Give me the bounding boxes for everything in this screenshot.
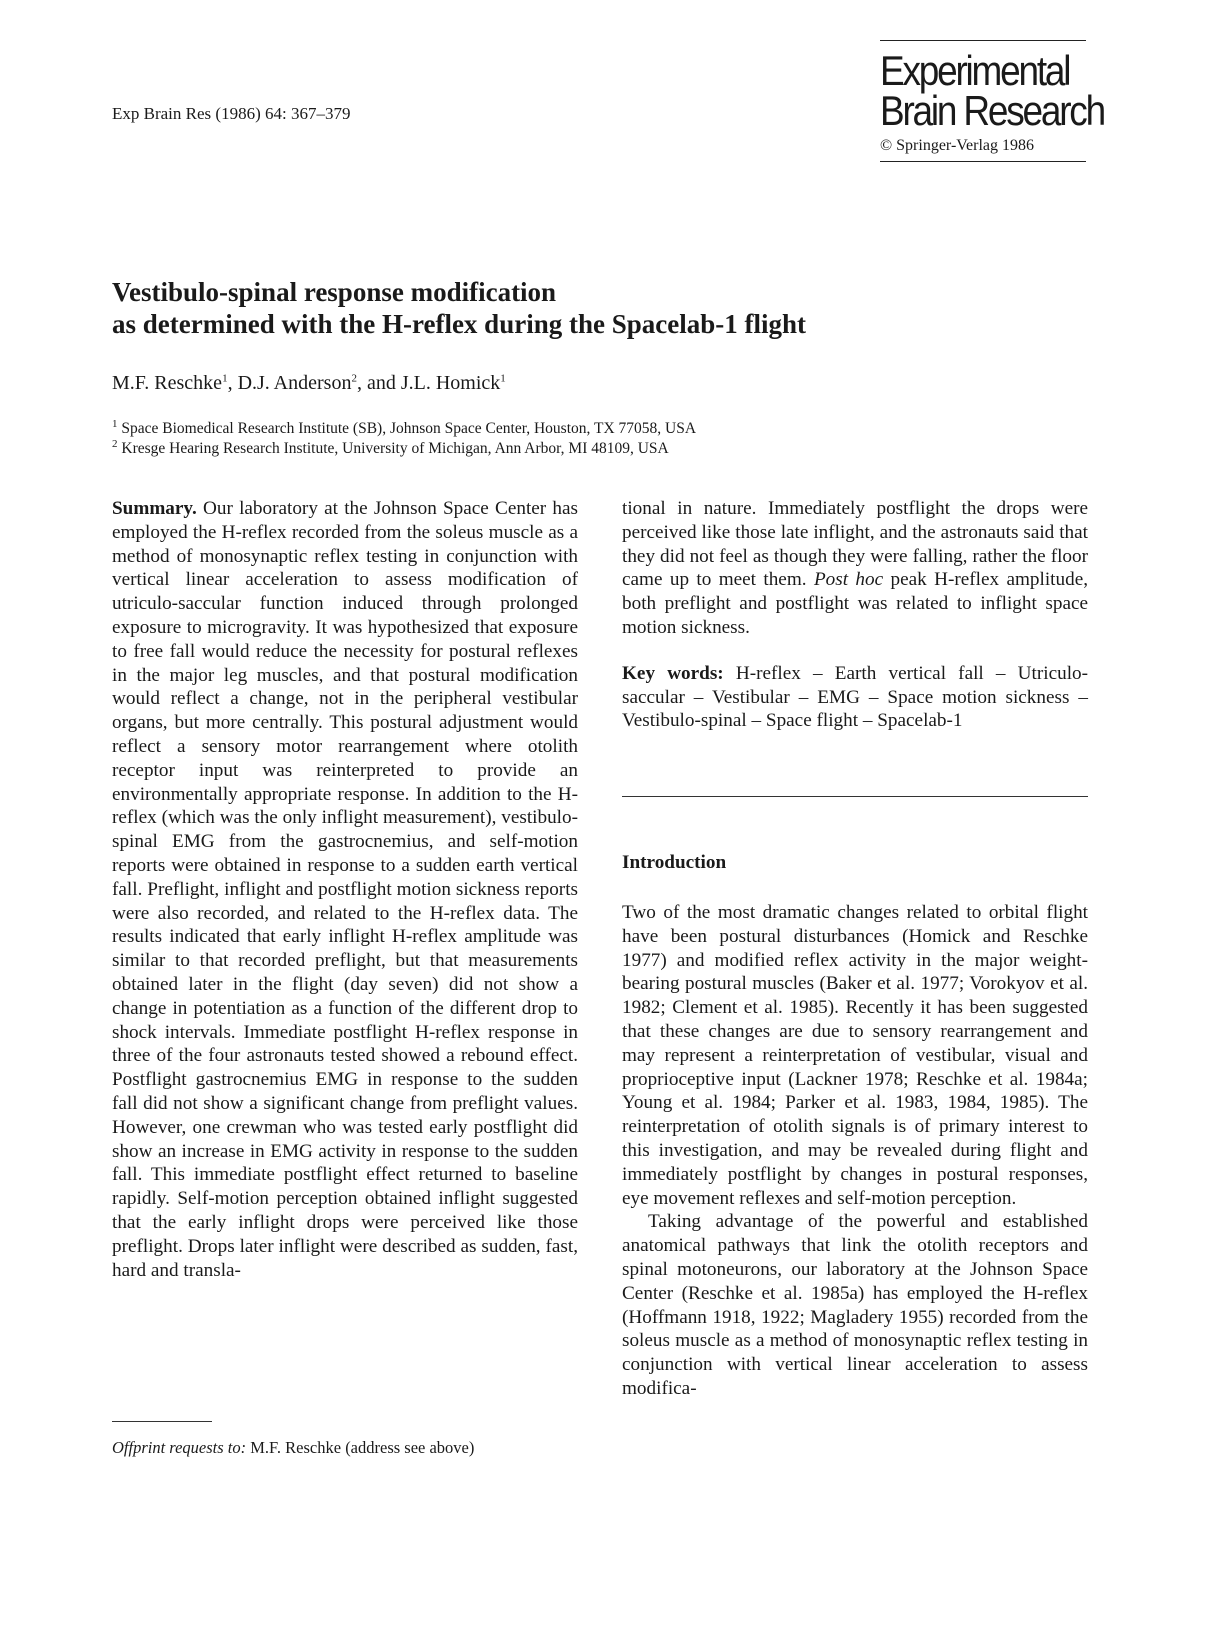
author-name: M.F. Reschke bbox=[112, 372, 223, 394]
author-affiliation-mark: 2 bbox=[351, 372, 357, 385]
summary-continuation bbox=[622, 497, 1088, 640]
article-title bbox=[112, 276, 1112, 340]
author-affiliation-mark: 1 bbox=[500, 372, 506, 385]
summary-continuation-text: tional in nature. Immediately postflight the drops were perceived like those late inflight, and the astronauts said that they did not feel as though they were falling, rather the floor came up to meet them. bbox=[622, 498, 1088, 591]
summary-left-column bbox=[112, 497, 578, 1282]
section-divider bbox=[622, 796, 1088, 797]
masthead-top-rule bbox=[880, 40, 1086, 41]
author-name: D.J. Anderson bbox=[237, 372, 352, 394]
summary-right-column bbox=[622, 497, 1088, 733]
affiliation-number: 2 bbox=[112, 438, 118, 450]
affiliation-number: 1 bbox=[112, 418, 118, 430]
author-name: J.L. Homick bbox=[400, 372, 501, 394]
footnote-text: M.F. Reschke (address see above) bbox=[250, 1438, 475, 1457]
author-separator: , and bbox=[356, 372, 401, 394]
affiliation-text: Space Biomedical Research Institute (SB), Johnson Space Center, Houston, TX 77058, USA bbox=[121, 420, 697, 438]
journal-logo bbox=[880, 47, 1104, 134]
footnote-rule bbox=[112, 1421, 212, 1422]
author-list bbox=[112, 372, 506, 395]
introduction-paragraph-2: Taking advantage of the powerful and established anatomical pathways that link the otolith receptors and spinal motoneurons, our laboratory at the Johnson Space Center (Reschke et al. 1985a) has employed the H-reflex (Hoffmann 1918, 1922; Magladery 1955) recorded from the soleus muscle as a method of monosynaptic reflex testing in conjunction with vertical linear acceleration to assess modifica- bbox=[622, 1211, 1088, 1399]
journal-masthead bbox=[880, 40, 1104, 162]
title-line-2: as determined with the H-reflex during the Spacelab-1 flight bbox=[112, 309, 806, 339]
author-affiliation-mark: 1 bbox=[222, 372, 228, 385]
title-line-1: Vestibulo-spinal response modification bbox=[112, 277, 557, 307]
journal-citation: Exp Brain Res (1986) 64: 367–379 bbox=[112, 104, 351, 123]
keywords bbox=[622, 662, 1088, 733]
keywords-text: H-reflex – Earth vertical fall – Utriculo-saccular – Vestibular – EMG – Space motion sickness – Vestibulo-spinal – Space flight – Spacelab-1 bbox=[622, 662, 1089, 732]
affiliation bbox=[112, 434, 669, 459]
offprint-footnote bbox=[112, 1438, 474, 1458]
summary-text: Our laboratory at the Johnson Space Center has employed the H-reflex recorded from the soleus muscle as a method of monosynaptic reflex testing in conjunction with vertical linear acceleration to assess modification of utriculo-saccular function induced through prolonged exposure to microgravity. It was hypothesized that exposure to free fall would reduce the necessity for postural reflexes in the major leg muscles, and that postural modification would reflect a change, not in the peripheral vestibular organs, but more centrally. This postural adjustment would reflect a sensory motor rearrangement where otolith receptor input was reinterpreted to provide an environmentally appropriate response. In addition to the H-reflex (which was the only inflight measurement), vestibulo-spinal EMG from the gastrocnemius, and self-motion reports were obtained in response to a sudden earth vertical fall. Preflight, inflight and postflight motion sickness reports were also recorded, and related to the H-reflex data. The results indicated that early inflight H-reflex amplitude was similar to that recorded preflight, but that measurements obtained later in the flight (day seven) did not show a change in potentiation as a function of the different drop to shock intervals. Immediate postflight H-reflex response in three of the four astronauts tested showed a rebound effect. Postflight gastrocnemius EMG in response to the sudden fall did not show a significant change from preflight values. However, one crewman who was tested early postflight did show an increase in EMG activity in response to the sudden fall. This immediate postflight effect returned to baseline rapidly. Self-motion perception obtained inflight suggested that the early inflight drops were perceived like those preflight. Drops later inflight were described as sudden, fast, hard and transla- bbox=[112, 498, 579, 1281]
keywords-label: Key words: bbox=[622, 662, 724, 684]
post-hoc-italic: Post hoc bbox=[813, 569, 884, 591]
footnote-label: Offprint requests to: bbox=[112, 1438, 247, 1457]
publisher-copyright: © Springer-Verlag 1986 bbox=[880, 137, 1035, 154]
introduction-heading: Introduction bbox=[622, 852, 727, 873]
affiliation-text: Kresge Hearing Research Institute, University of Michigan, Ann Arbor, MI 48109, USA bbox=[121, 440, 669, 458]
author-separator: , bbox=[227, 372, 238, 394]
journal-name-line1: Experimental bbox=[880, 47, 1070, 94]
introduction-paragraph-1: Two of the most dramatic changes related to orbital flight have been postural disturbances (Homick and Reschke 1977) and modified reflex activity in the major weight-bearing postural muscles (Baker et al. 1977; Vorokyov et al. 1982; Clement et al. 1985). Recently it has been suggested that these changes are due to sensory rearrangement and may represent a reinterpretation of vestibular, visual and proprioceptive input (Lackner 1978; Reschke et al. 1984a; Young et al. 1984; Parker et al. 1983, 1984, 1985). The reinterpretation of otolith signals is of primary interest to this investigation, and may be revealed during flight and immediately postflight by changes in postural responses, eye movement reflexes and self-motion perception. bbox=[622, 902, 1088, 1209]
summary-label: Summary. bbox=[112, 498, 197, 519]
journal-name-line2: Brain Research bbox=[880, 87, 1104, 134]
introduction-body bbox=[622, 901, 1088, 1401]
masthead-bottom-rule bbox=[880, 161, 1086, 162]
summary-continuation-text-end: peak H-reflex amplitude, both preflight and postflight was related to inflight space motion sickness. bbox=[622, 569, 1089, 638]
